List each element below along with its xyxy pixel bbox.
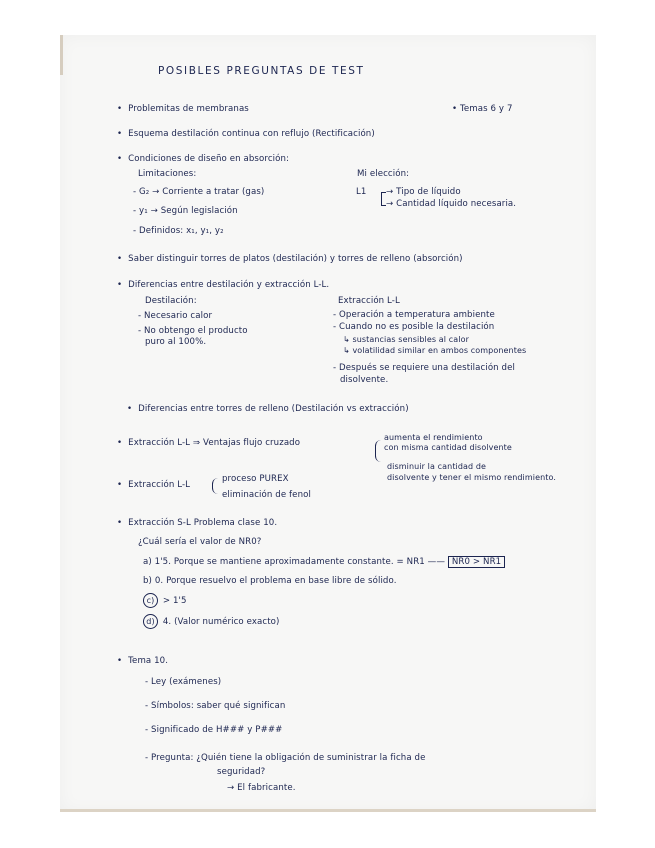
extraccion-item: - Operación a temperatura ambiente — [333, 310, 495, 320]
extraccion-item: - Cuando no es posible la destilación — [333, 322, 495, 332]
option-b: b) 0. Porque resuelvo el problema en base libre de sólido. — [143, 576, 397, 586]
item-diferencias-heading: • Diferencias entre destilación y extracción L-L. — [117, 280, 329, 291]
tema10-line: - Pregunta: ¿Quién tiene la obligación de suministrar la ficha de — [145, 753, 426, 763]
item-purex: • Extracción L-L — [117, 480, 190, 491]
limitacion-item: - y₁ → Según legislación — [133, 206, 238, 216]
circled-letter: c) — [143, 593, 158, 608]
tema10-answer: → El fabricante. — [227, 783, 296, 793]
item-esquema: • Esquema destilación continua con reflujo (Rectificación) — [117, 129, 375, 140]
option-c-text: > 1'5 — [162, 596, 187, 606]
limitaciones-label: Limitaciones: — [138, 169, 197, 179]
item-torres: • Saber distinguir torres de platos (destilación) y torres de relleno (absorción) — [117, 254, 463, 265]
boxed-answer: NR0 > NR1 — [448, 556, 505, 568]
purex-branch: eliminación de fenol — [222, 490, 311, 500]
item-torres-relleno: • Diferencias entre torres de relleno (Destilación vs extracción) — [127, 404, 409, 415]
eleccion-item: → Cantidad líquido necesaria. — [386, 199, 517, 209]
tema10-line: - Significado de H### y P### — [145, 725, 283, 735]
ventaja-item: aumenta el rendimiento — [384, 433, 483, 442]
eleccion-variable: L1 — [356, 187, 367, 197]
brace — [375, 440, 382, 462]
extraccion-item: - Después se requiere una destilación del — [333, 363, 515, 373]
purex-branch: proceso PUREX — [222, 474, 289, 484]
option-d-text: 4. (Valor numérico exacto) — [162, 617, 280, 627]
ventaja-item: disminuir la cantidad de — [387, 462, 487, 471]
option-a-text: a) 1'5. Porque se mantiene aproximadamente constante. = NR1 —— — [143, 557, 446, 567]
tema10-line: - Símbolos: saber qué significan — [145, 701, 286, 711]
ventaja-item: con misma cantidad disolvente — [384, 443, 512, 452]
option-c — [143, 593, 187, 608]
destilacion-item: - Necesario calor — [138, 311, 213, 321]
paper-edge — [60, 35, 63, 75]
item-condiciones-heading: • Condiciones de diseño en absorción: — [117, 154, 289, 165]
side-note-temas: • Temas 6 y 7 — [452, 104, 513, 114]
question: ¿Cuál sería el valor de NR0? — [138, 537, 262, 547]
circled-letter: d) — [143, 614, 158, 629]
eleccion-item: → Tipo de líquido — [386, 187, 461, 197]
tema10-line: seguridad? — [217, 767, 266, 777]
option-a — [143, 557, 505, 568]
extraccion-subitem: ↳ volatilidad similar en ambos componentes — [343, 346, 527, 355]
brace — [212, 478, 219, 494]
limitacion-item: - G₂ → Corriente a tratar (gas) — [133, 187, 265, 197]
ventaja-item: disolvente y tener el mismo rendimiento. — [387, 473, 557, 482]
option-d — [143, 614, 280, 629]
item-solido-liquido-heading: • Extracción S-L Problema clase 10. — [117, 518, 277, 529]
limitacion-item: - Definidos: x₁, y₁, y₂ — [133, 226, 224, 236]
page-title: POSIBLES PREGUNTAS DE TEST — [158, 65, 365, 77]
extraccion-item: disolvente. — [340, 375, 389, 385]
tema10-line: - Ley (exámenes) — [145, 677, 222, 687]
paper-edge — [60, 809, 596, 812]
item-flujo-cruzado: • Extracción L-L ⇒ Ventajas flujo cruzado — [117, 438, 300, 449]
destilacion-item: - No obtengo el producto — [138, 326, 248, 336]
notebook-page — [60, 35, 596, 812]
destilacion-label: Destilación: — [145, 296, 197, 306]
item-tema10-heading: • Tema 10. — [117, 656, 168, 667]
eleccion-label: Mi elección: — [357, 169, 410, 179]
extraccion-label: Extracción L-L — [338, 296, 400, 306]
destilacion-item: puro al 100%. — [145, 337, 207, 347]
item-membranas: • Problemitas de membranas — [117, 104, 249, 115]
extraccion-subitem: ↳ sustancias sensibles al calor — [343, 335, 469, 344]
